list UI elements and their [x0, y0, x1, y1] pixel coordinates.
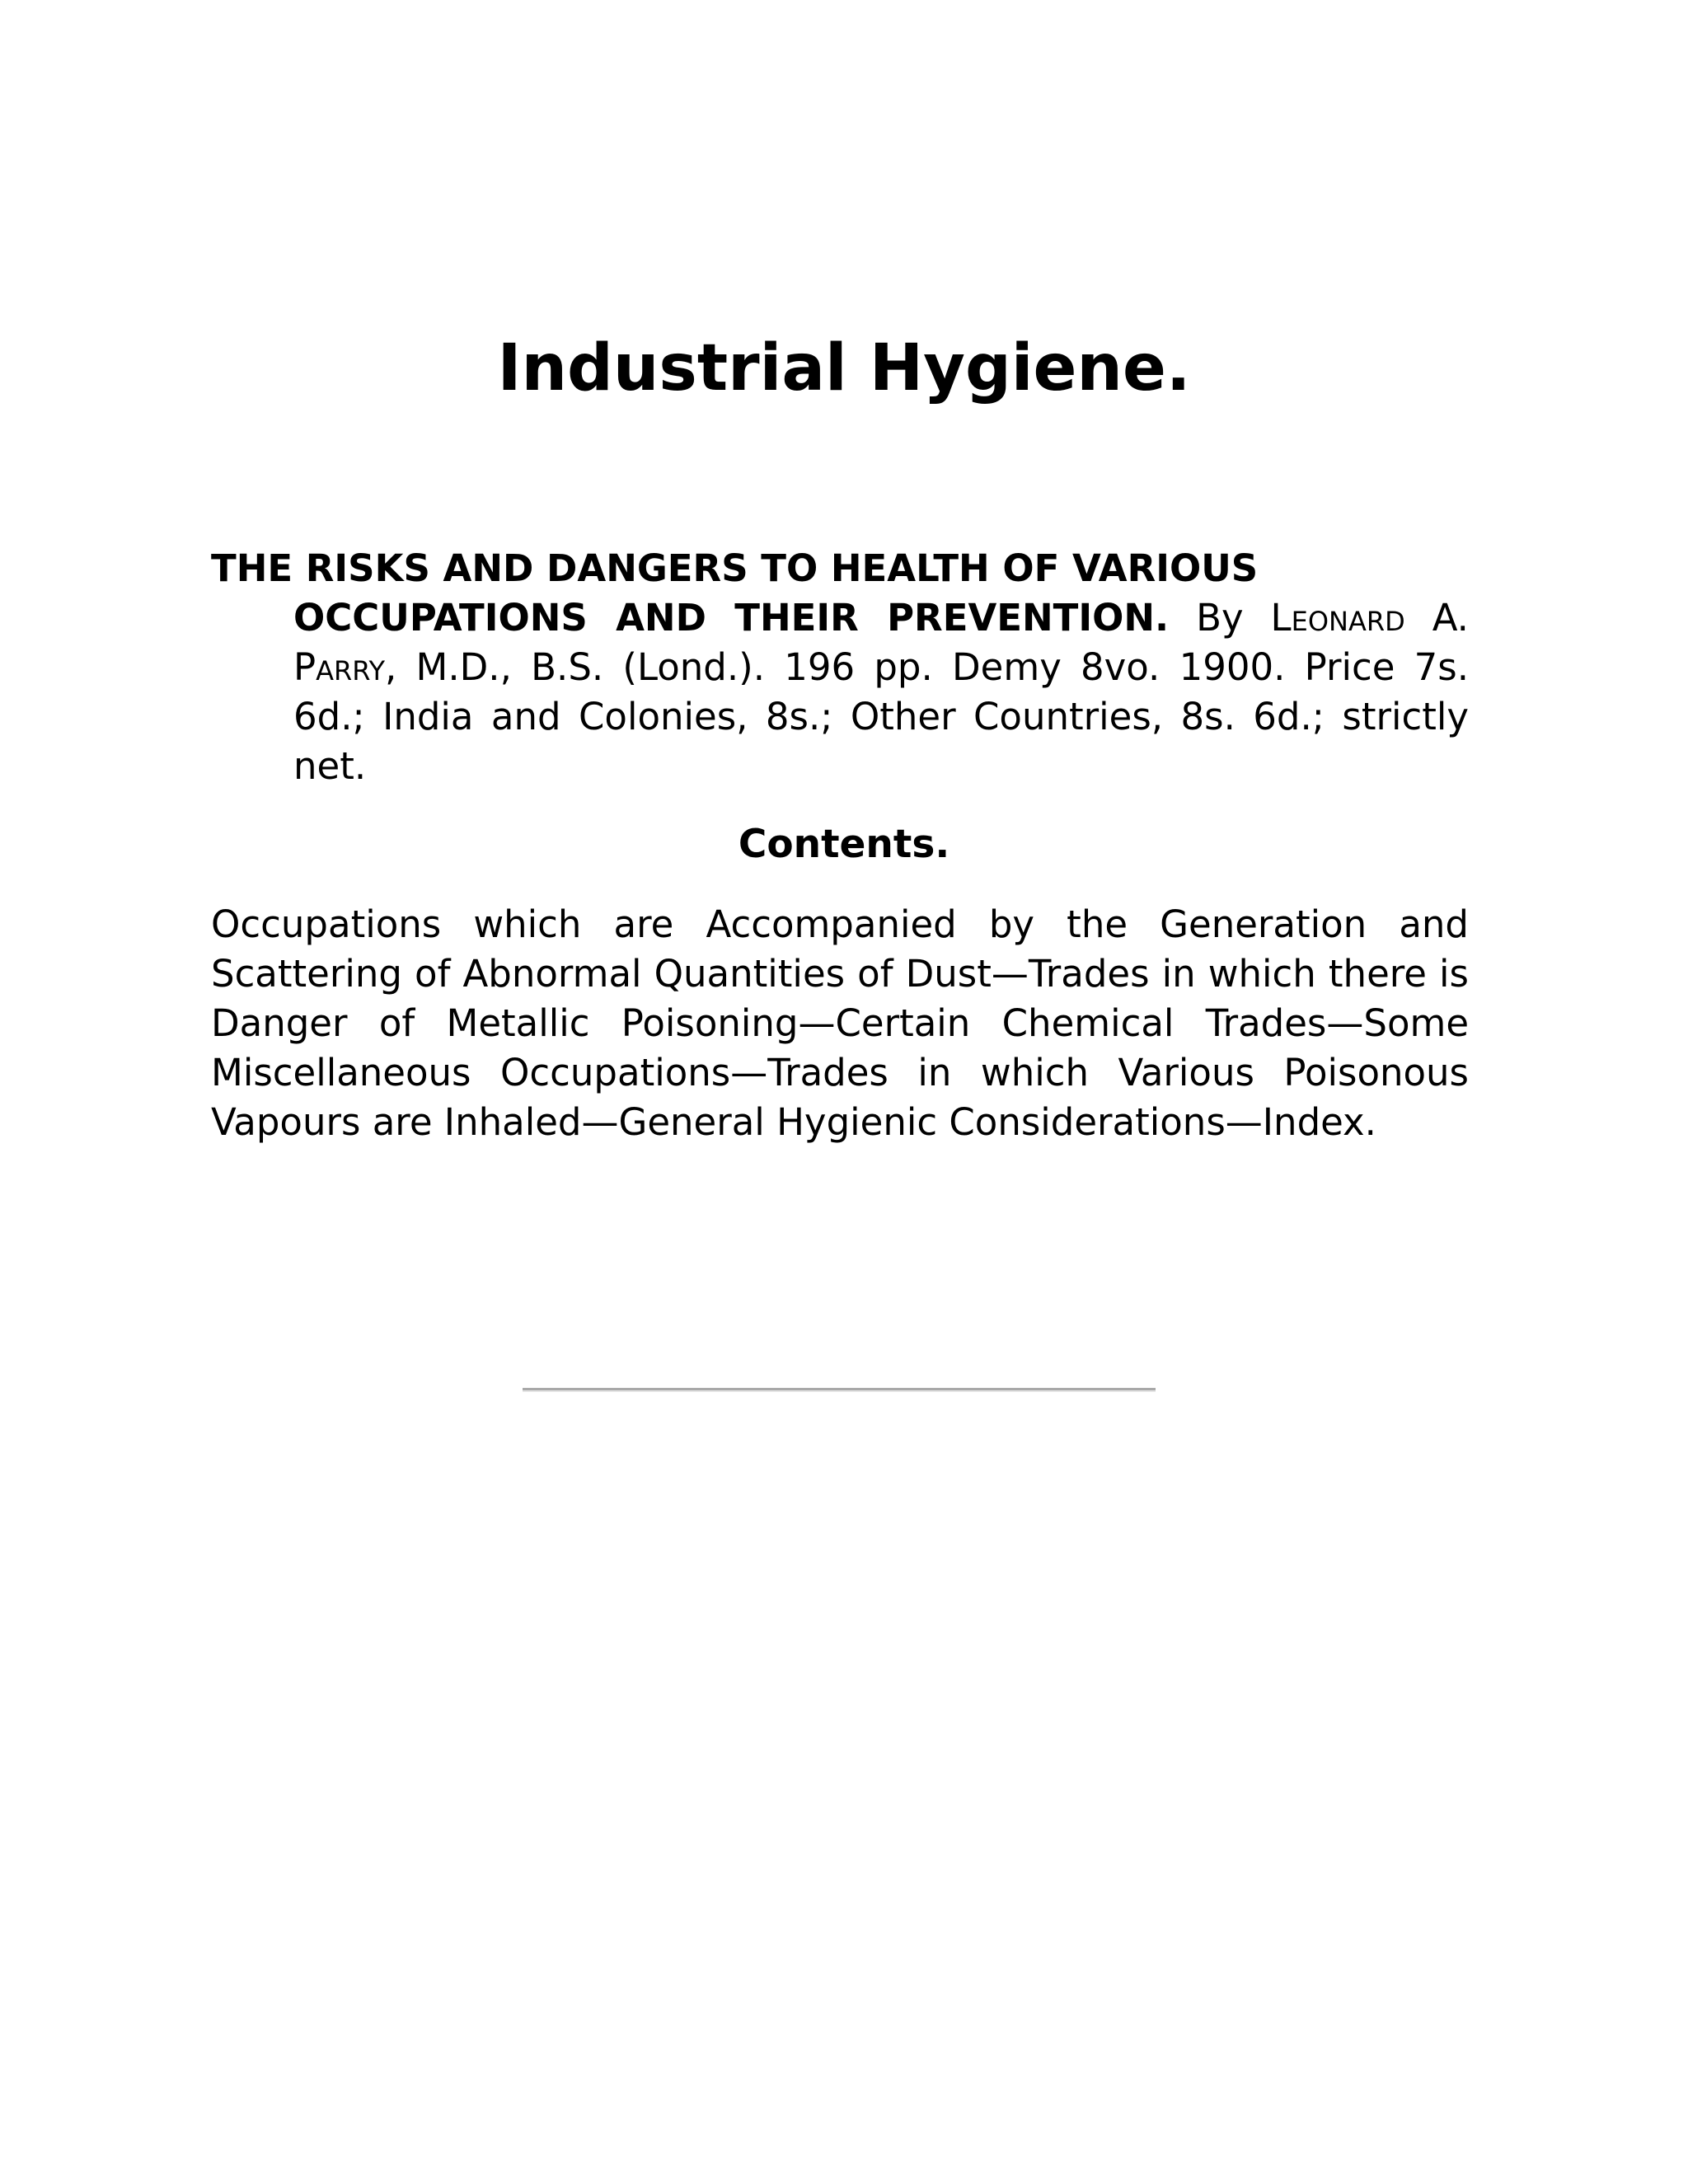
by-text: By	[1169, 596, 1271, 640]
author-first-initial: L	[1270, 596, 1292, 640]
book-entry	[211, 544, 1469, 791]
book-entry-continued	[211, 593, 1469, 791]
book-details: , M.D., B.S. (Lond.). 196 pp. Demy 8vo. 1900. Price 7s. 6d.; India and Colonies, 8s.; Other Countries, 8s. 6d.; strictly net.	[293, 645, 1469, 788]
horizontal-rule	[523, 1388, 1156, 1392]
book-title-continued: OCCUPATIONS AND THEIR PREVENTION.	[293, 596, 1170, 640]
book-title-first-line: THE RISKS AND DANGERS TO HEALTH OF VARIOUS	[211, 546, 1259, 590]
author-last-name-rest: arry	[316, 645, 385, 689]
author-middle-initial: A.	[1404, 596, 1469, 640]
author-last-initial: P	[293, 645, 316, 689]
author-first-name-rest: eonard	[1291, 596, 1405, 640]
contents-body: Occupations which are Accompanied by the Generation and Scattering of Abnormal Quantities of Dust—Trades in which there is Danger of Metallic Poisoning—Certain Chemical Trades—Some Miscellaneous Occupations—Trades in which Various Poisonous Vapours are Inhaled—General Hygienic Considerations—Index.	[211, 902, 1469, 1144]
contents-heading: Contents.	[738, 822, 950, 867]
page-title: Industrial Hygiene.	[497, 331, 1191, 405]
